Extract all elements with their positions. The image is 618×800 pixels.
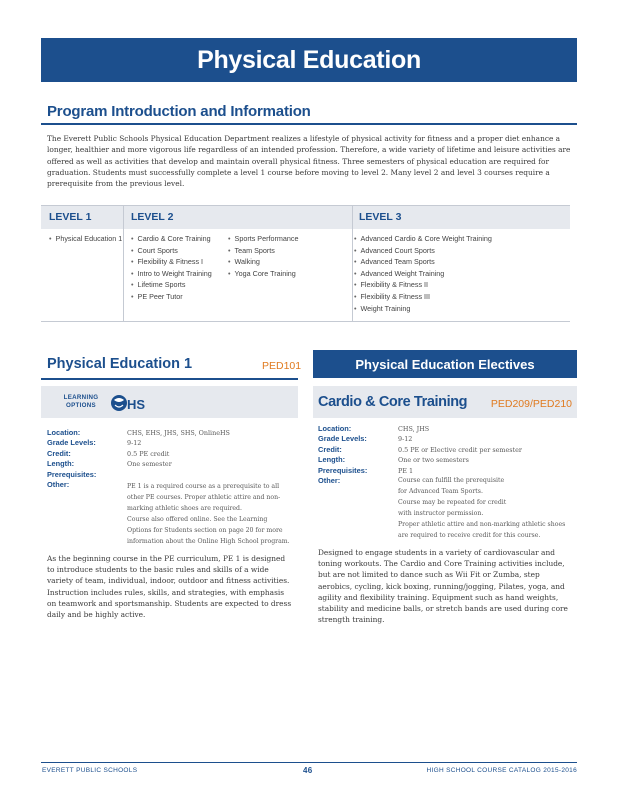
- location-value: CHS, JHS: [398, 425, 430, 433]
- level-3-course: • Weight Training: [354, 303, 492, 315]
- cc-info-values: [398, 424, 576, 541]
- level-2-course: • Cardio & Core Training: [131, 233, 212, 245]
- level-2-heading: LEVEL 2: [131, 211, 174, 223]
- level-1-course: • Physical Education 1: [49, 233, 122, 245]
- other-value: [127, 482, 297, 547]
- level-3-heading: LEVEL 3: [359, 211, 402, 223]
- level-2-course: • PE Peer Tutor: [131, 291, 212, 303]
- table-bottom-rule: [41, 321, 570, 322]
- level-2-course: • Team Sports: [228, 245, 298, 257]
- level-3-course: • Advanced Team Sports: [354, 256, 492, 268]
- learning-options-label: LEARNING OPTIONS: [63, 394, 99, 409]
- footer-divider: [41, 762, 577, 763]
- level-2-course: • Yoga Core Training: [228, 268, 298, 280]
- level-1-list: [49, 233, 122, 245]
- location-label: Location:: [47, 428, 81, 437]
- other-note-line: for Advanced Team Sports.: [398, 487, 483, 495]
- page-title: Physical Education: [41, 38, 577, 82]
- other-note-line: Course may be repeated for credit: [398, 498, 507, 506]
- intro-heading: Program Introduction and Information: [47, 103, 311, 120]
- other-note-line: with instructor permission.: [398, 509, 484, 517]
- grade-levels-value: 9-12: [398, 435, 413, 444]
- pe1-course-title: Physical Education 1: [47, 356, 193, 372]
- other-label: Other:: [47, 480, 70, 490]
- other-label: Other:: [318, 476, 341, 486]
- other-note-line: Proper athletic attire and non-marking athletic shoes: [398, 520, 566, 528]
- level-2-list-continued: [228, 233, 298, 279]
- pe1-course-code: PED101: [262, 360, 302, 372]
- credit-label: Credit:: [47, 448, 71, 458]
- level-2-list: [131, 233, 212, 303]
- level-3-course: • Advanced Weight Training: [354, 268, 492, 280]
- levels-table: [41, 205, 570, 322]
- pe1-info-values: [127, 428, 297, 547]
- length-label: Length:: [318, 455, 346, 465]
- length-label: Length:: [47, 459, 75, 469]
- prerequisites-value: [127, 470, 297, 480]
- prerequisites-label: Prerequisites:: [47, 469, 97, 479]
- level-1-heading: LEVEL 1: [49, 211, 92, 223]
- location-value: CHS, EHS, JHS, SHS, OnlineHS: [127, 429, 230, 437]
- other-note-line: are required to receive credit for this course.: [398, 531, 541, 539]
- learning-options-box: [41, 386, 298, 418]
- level-2-course: • Intro to Weight Training: [131, 268, 212, 280]
- level-2-course: • Court Sports: [131, 245, 212, 257]
- credit-label: Credit:: [318, 444, 342, 454]
- online-hs-logo-text: HS: [127, 397, 146, 412]
- levels-header-row: [41, 205, 570, 229]
- other-note-line: PE 1 is a required course as a prerequisite to all: [127, 483, 280, 491]
- other-note-line: other PE courses. Proper athletic attire and non-: [127, 493, 281, 501]
- length-value: One or two semesters: [398, 456, 469, 465]
- credit-value: 0.5 PE or Elective credit per semester: [398, 445, 522, 454]
- level-3-course: • Advanced Court Sports: [354, 245, 492, 257]
- column-divider: [352, 205, 353, 322]
- other-note-line: Options for Students section on page 20 for more: [127, 526, 283, 534]
- pe1-info-labels: [47, 428, 127, 490]
- level-2-course: • Lifetime Sports: [131, 279, 212, 291]
- grade-levels-value: 9-12: [127, 439, 142, 448]
- footer-catalog: HIGH SCHOOL COURSE CATALOG 2015-2016: [426, 767, 577, 774]
- column-divider: [123, 205, 124, 322]
- electives-heading: Physical Education Electives: [313, 350, 577, 378]
- prerequisites-value: PE 1: [398, 466, 414, 475]
- other-value: [398, 476, 576, 541]
- level-2-course: • Flexibility & Fitness I: [131, 256, 212, 268]
- level-3-list: [354, 233, 492, 314]
- level-3-course: • Flexibility & Fitness II: [354, 279, 492, 291]
- cardio-description: Designed to engage students in a variety of cardiovascular and toning workouts. The Cardio and Core Training activities include, but are not limited to dance such as Wii Fit or Zumba, step aerobics, cycling, kick boxing, running/jogging, Pilates, yoga, and agility and flexibility training. Equipment such as hand weights, stability and medicine balls, or stretch bands are used during core strength training.: [318, 548, 568, 625]
- grade-levels-label: Grade Levels:: [318, 434, 367, 444]
- other-note-line: Course can fulfill the prerequisite: [398, 477, 505, 485]
- location-label: Location:: [318, 424, 352, 433]
- level-3-course: • Flexibility & Fitness III: [354, 291, 492, 303]
- prerequisites-label: Prerequisites:: [318, 465, 368, 475]
- course-title-box: [313, 386, 577, 418]
- other-note-line: Course also offered online. See the Learning: [127, 515, 268, 523]
- pe1-divider: [41, 378, 298, 380]
- intro-paragraph: The Everett Public Schools Physical Education Department realizes a lifestyle of physical activity for fitness and a proper diet enhance a longer, healthier and more vigorous life regardless of an intended profession. Therefore, a wide variety of lifetime and leisure activities are offered as well as activities that develop and maintain overall physical fitness. Three semesters of physical education are required for graduation. Students must successfully complete a level 1 course before moving to level 2. Many level 2 and level 3 courses require a prerequisite from the previous level.: [47, 134, 571, 189]
- credit-value: 0.5 PE credit: [127, 449, 170, 458]
- grade-levels-label: Grade Levels:: [47, 438, 96, 448]
- page-number: 46: [303, 766, 313, 775]
- intro-divider: [41, 123, 577, 125]
- cardio-course-code: PED209/PED210: [490, 398, 572, 410]
- level-2-course: • Walking: [228, 256, 298, 268]
- length-value: One semester: [127, 460, 172, 469]
- footer-district: EVERETT PUBLIC SCHOOLS: [42, 767, 138, 774]
- cardio-course-title: Cardio & Core Training: [318, 394, 468, 410]
- level-3-course: • Advanced Cardio & Core Weight Training: [354, 233, 492, 245]
- other-note-line: marking athletic shoes are required.: [127, 504, 242, 512]
- online-hs-logo-icon: [110, 392, 150, 414]
- level-2-course: • Sports Performance: [228, 233, 298, 245]
- other-note-line: information about the Online High School program.: [127, 537, 290, 545]
- pe1-description: As the beginning course in the PE curriculum, PE 1 is designed to introduce students to the basic rules and skills of a wide variety of team, individual, indoor, outdoor and fitness activities. Instruction includes rules, skills, and strategies, with emphasis on teamwork and sportsmanship. Students are expected to dress daily and be highly active.: [47, 554, 292, 620]
- cc-info-labels: [318, 424, 398, 486]
